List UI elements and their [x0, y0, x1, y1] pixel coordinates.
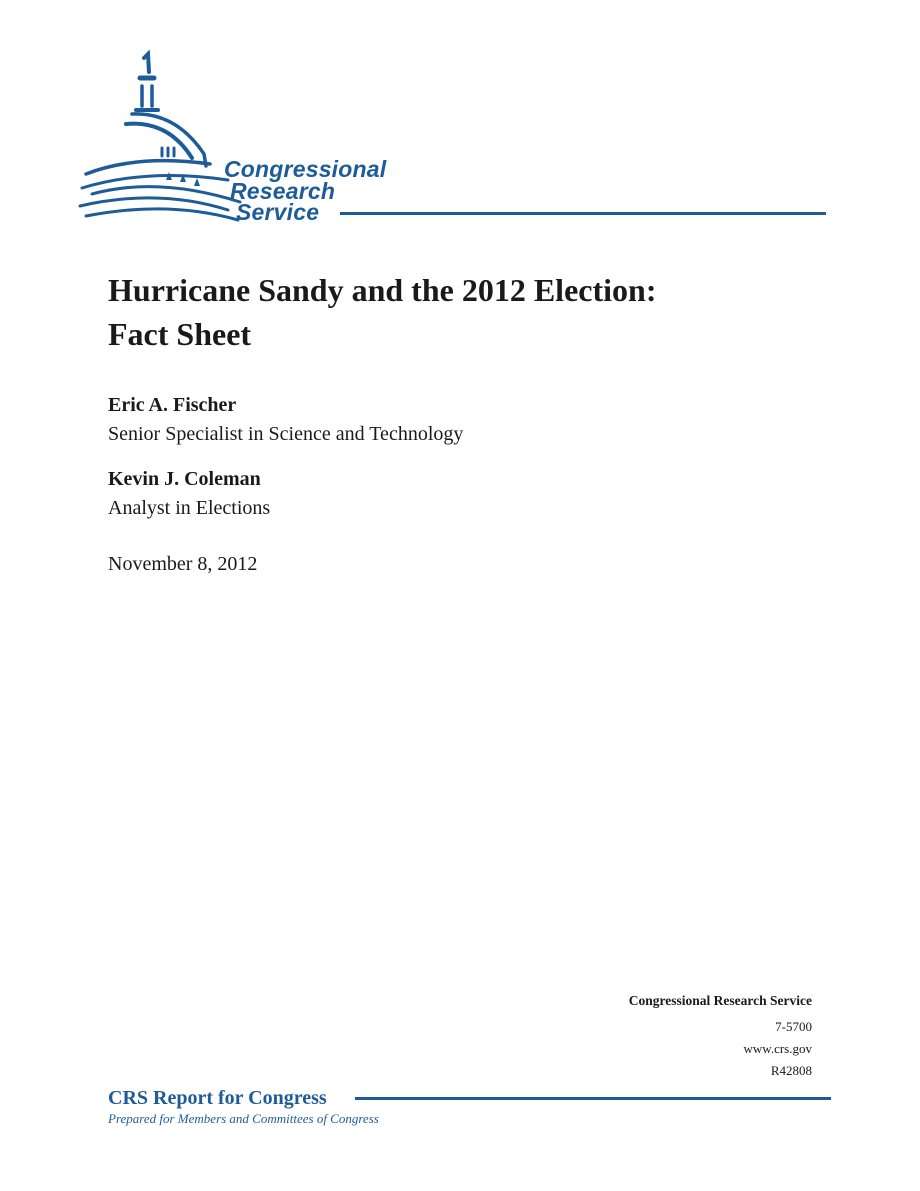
logo-word-research: Research	[230, 178, 336, 204]
info-report-number: R42808	[770, 1063, 812, 1078]
capitol-dome-icon	[78, 50, 248, 225]
logo-rule	[340, 212, 826, 215]
footer-title: CRS Report for Congress	[108, 1087, 327, 1109]
author-role: Analyst in Elections	[108, 497, 271, 519]
info-organization: Congressional Research Service	[628, 993, 812, 1008]
report-date: November 8, 2012	[108, 553, 258, 575]
footer-subtitle: Prepared for Members and Committees of Congress	[108, 1111, 379, 1126]
report-title-line-1: Hurricane Sandy and the 2012 Election:	[108, 272, 657, 308]
report-title-line-2: Fact Sheet	[108, 316, 252, 352]
footer-rule	[355, 1097, 831, 1100]
info-code: 7-5700	[775, 1019, 812, 1034]
author-name: Kevin J. Coleman	[108, 468, 261, 490]
logo-word-service: Service	[236, 199, 320, 225]
logo-word-congressional: Congressional	[224, 156, 387, 182]
info-website: www.crs.gov	[743, 1041, 812, 1056]
author-role: Senior Specialist in Science and Technology	[108, 423, 464, 445]
author-name: Eric A. Fischer	[108, 394, 237, 416]
